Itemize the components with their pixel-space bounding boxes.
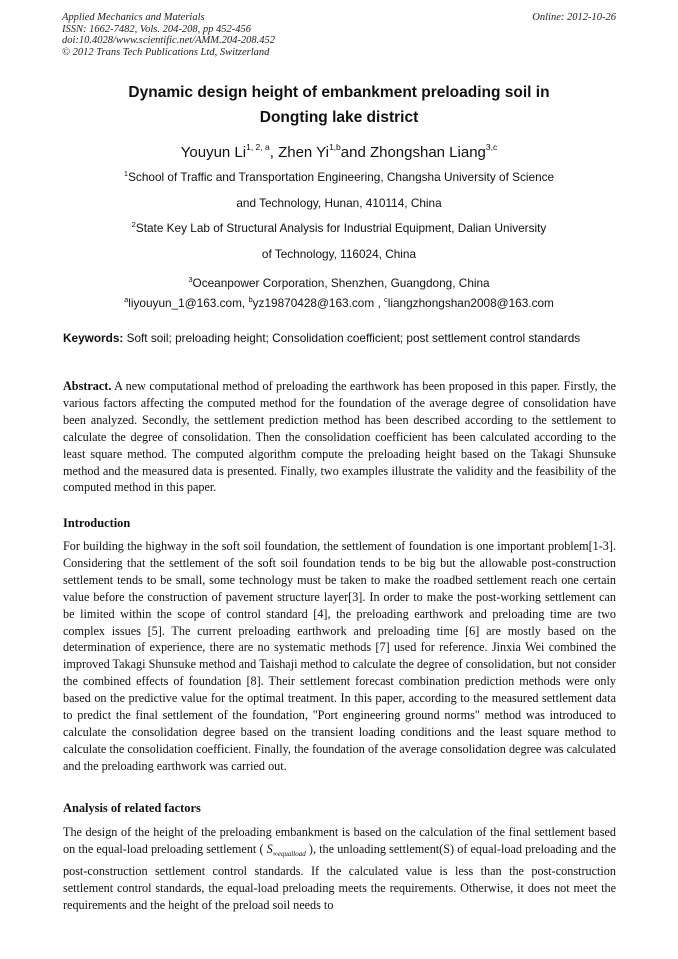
email-1: liyouyun_1@163.com, xyxy=(128,296,249,310)
author-list xyxy=(62,136,616,164)
abstract-text: A new computational method of preloading the earthwork has been proposed in this paper. Firstly, the various factors affecting the computed method for the foundation of the average degree of consolidation have been analyzed. Secondly, the settlement prediction method has been described according to the settlement to calculate the degree of consolidation. Then the consolidation coefficient has been calculated according to the least square method. The computed algorithm compute the preloading height based on the Takagi Shunsuke method and the measured data is presented. Finally, two examples illustrate the validity and the feasibility of the computed method in this paper. xyxy=(63,379,616,495)
journal-name: Applied Mechanics and Materials xyxy=(62,12,205,23)
settlement-symbol-sub: ∞equalload xyxy=(272,849,306,858)
affiliation-2 xyxy=(62,212,616,267)
affiliation-2-sup: 2 xyxy=(131,220,136,229)
email-list xyxy=(62,289,616,314)
affiliation-2-line-2: of Technology, 116024, China xyxy=(261,247,417,261)
online-date: Online: 2012-10-26 xyxy=(532,12,616,23)
email-2-sup: b xyxy=(248,295,253,304)
affiliation-3-line-1: Oceanpower Corporation, Shenzhen, Guangdong, China xyxy=(192,276,490,290)
settlement-symbol-main: S xyxy=(266,841,273,856)
affiliation-1-line-1: School of Traffic and Transportation Engineering, Changsha University of Science xyxy=(128,170,555,184)
author-1: Youyun Li xyxy=(180,144,247,161)
author-1-sup: 1, 2, a xyxy=(246,142,270,152)
title-line-1: Dynamic design height of embankment preloading soil in xyxy=(128,84,550,101)
author-3-sup: 3,c xyxy=(485,142,498,152)
paper-title xyxy=(62,80,616,130)
affiliation-1-sup: 1 xyxy=(123,169,129,178)
email-3-sup: c xyxy=(384,295,388,304)
copyright-line: © 2012 Trans Tech Publications Ltd, Switzerland xyxy=(62,46,270,58)
email-1-sup: a xyxy=(124,295,129,304)
title-line-2: Dongting lake district xyxy=(259,109,419,126)
settlement-symbol xyxy=(267,842,306,856)
affiliation-3-sup: 3 xyxy=(188,275,193,284)
introduction-paragraph: For building the highway in the soft soil foundation, the settlement of foundation is one important problem[1-3]. Considering that the settlement of the soft soil foundation tends to be big but the allowable post-construction settlement tends to be small, some technology must be taken to make the roadbed settlement reach one certain value before the construction of pavement structure layer[3]. In order to make the post-working settlement can be limited within the scope of control standard [4], the preloading earthwork and preloading time are two complex issues [5]. The current preloading earthwork and preloading time [6] are mostly based on the determination of experience, there are no systematic methods [7] used for reference. Jinxia Wei combined the improved Takagi Shunsuke method and Taishaji method to calculate the degree of consolidation, but not consider the combined effects of foundation [8]. Their settlement forecast combination prediction methods were only based on the predictive value for the optimal treatment. In this paper, according to the measured settlement data to predict the final settlement of the foundation, "Port engineering ground norms" method was introduced to calculate the consolidation degree based on the transient loading conditions and the least square method to calculate the consolidation coefficient. Finally, the foundation of the average consolidation degree was calculated and the preloading earthwork was carried out. xyxy=(63,539,616,773)
abstract xyxy=(63,378,616,496)
analysis-text-b: ), the unloading settlement(S) of equal-load preloading and the post-construction settlement control standards. If the calculated value is less than the post-construction settlement control standards, the equal-load preloading meets the requirements. Otherwise, it does not meet the requirements and the height of the preload soil needs to xyxy=(63,841,617,912)
author-3: and Zhongshan Liang xyxy=(340,144,486,161)
abstract-label: Abstract. xyxy=(63,379,112,393)
journal-header xyxy=(62,12,275,58)
issn-line: ISSN: 1662-7482, Vols. 204-208, pp 452-456 xyxy=(62,23,251,35)
author-2: , Zhen Yi xyxy=(269,144,329,161)
keywords-text: Soft soil; preloading height; Consolidation coefficient; post settlement control standards xyxy=(123,331,581,345)
author-2-sup: 1,b xyxy=(328,142,341,152)
affiliation-1 xyxy=(62,161,616,216)
affiliation-2-line-1: State Key Lab of Structural Analysis for Industrial Equipment, Dalian University xyxy=(135,221,547,235)
introduction-heading: Introduction xyxy=(63,516,131,530)
doi-line: doi:10.4028/www.scientific.net/AMM.204-208.452 xyxy=(62,35,275,47)
keywords-label: Keywords: xyxy=(63,331,124,345)
email-3: liangzhongshan2008@163.com xyxy=(387,296,554,310)
affiliation-1-line-2: and Technology, Hunan, 410114, China xyxy=(236,196,442,210)
analysis-paragraph xyxy=(63,824,616,914)
email-2: yz19870428@163.com , xyxy=(252,296,384,310)
analysis-heading: Analysis of related factors xyxy=(63,801,201,815)
analysis-text-a: The design of the height of the preloading embankment is based on the calculation of the final settlement based on the equal-load preloading settlement ( xyxy=(63,825,616,856)
keywords xyxy=(63,328,623,348)
